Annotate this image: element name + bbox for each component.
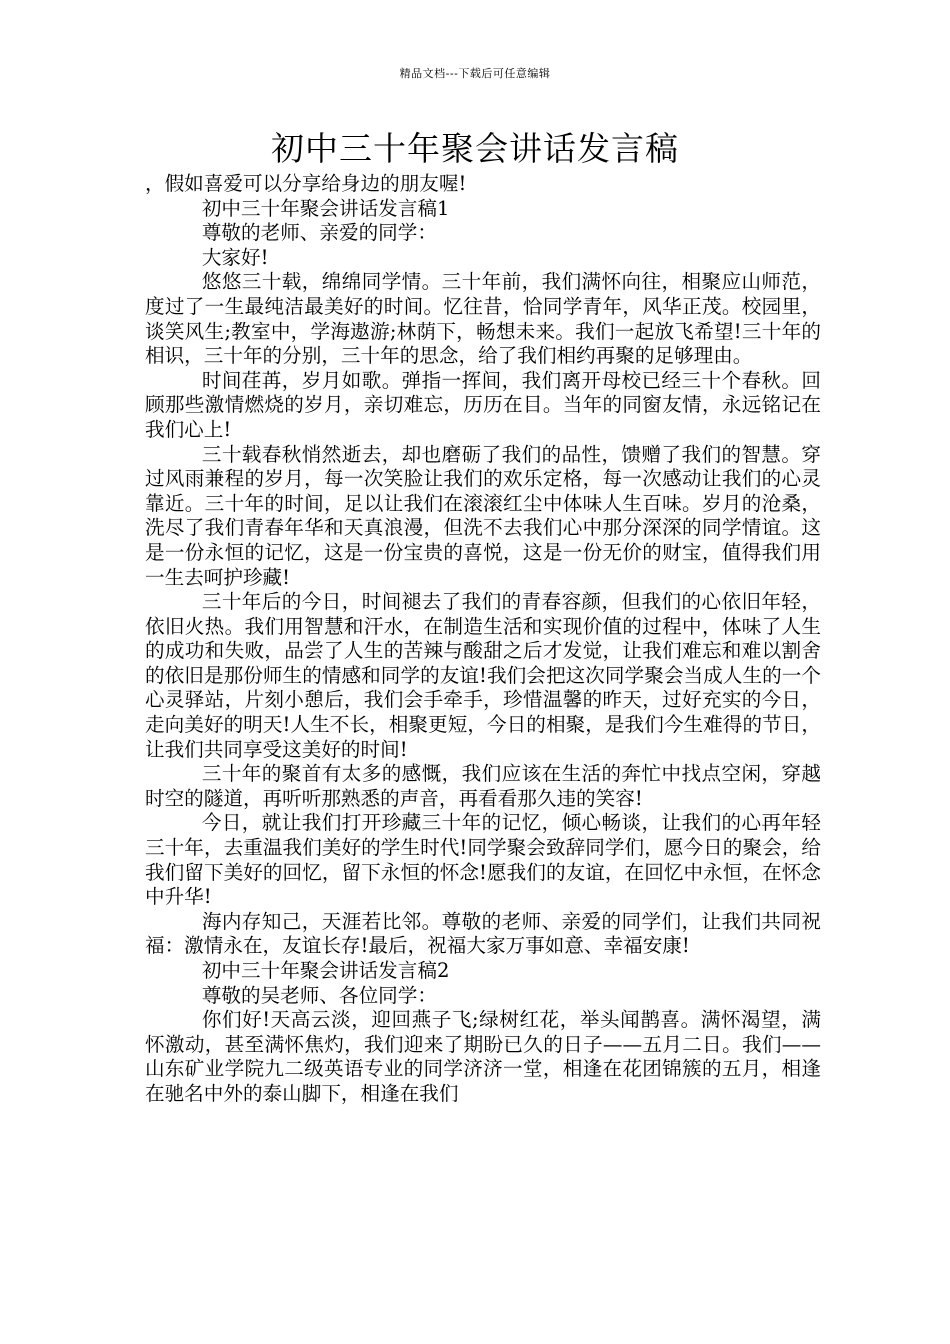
body-paragraph: 海内存知己，天涯若比邻。尊敬的老师、亲爱的同学们，让我们共同祝福：激情永在，友谊长存!最后，祝福大家万事如意、幸福安康! xyxy=(145,909,821,958)
document-body xyxy=(145,172,821,1107)
body-paragraph: 三十年后的今日，时间褪去了我们的青春容颜，但我们的心依旧年轻，依旧火热。我们用智慧和汗水，在制造生活和实现价值的过程中，体味了人生的成功和失败，品尝了人生的苦辣与酸甜之后才发觉，让我们难忘和难以割舍的依旧是那份师生的情感和同学的友谊!我们会把这次同学聚会当成人生的一个心灵驿站，片刻小憩后，我们会手牵手，珍惜温馨的昨天，过好充实的今日，走向美好的明天!人生不长，相聚更短，今日的相聚，是我们今生难得的节日，让我们共同享受这美好的时间! xyxy=(145,590,821,761)
body-paragraph: 今日，就让我们打开珍藏三十年的记忆，倾心畅谈，让我们的心再年轻三十年，去重温我们美好的学生时代!同学聚会致辞同学们，愿今日的聚会，给我们留下美好的回忆，留下永恒的怀念!愿我们的友谊，在回忆中永恒，在怀念中升华! xyxy=(145,811,821,909)
document-title: 初中三十年聚会讲话发言稿 xyxy=(271,129,679,168)
body-paragraph: 三十年的聚首有太多的感慨，我们应该在生活的奔忙中找点空闲，穿越时空的隧道，再听听那熟悉的声音，再看看那久违的笑容! xyxy=(145,762,821,810)
section-heading-1: 初中三十年聚会讲话发言稿1 xyxy=(201,196,450,220)
section-heading-2: 初中三十年聚会讲话发言稿2 xyxy=(201,959,450,982)
greeting-1: 大家好! xyxy=(201,245,269,269)
header-note: 精品文档---下载后可任意编辑 xyxy=(399,67,551,80)
body-paragraph: 你们好!天高云淡，迎回燕子飞;绿树红花，举头闻鹊喜。满怀渴望，满怀激动，甚至满怀焦灼，我们迎来了期盼已久的日子——五月二日。我们——山东矿业学院九二级英语专业的同学济济一堂，相逢在花团锦簇的五月，相逢在驰名中外的泰山脚下，相逢在我们 xyxy=(145,1008,821,1105)
salutation-2: 尊敬的吴老师、各位同学： xyxy=(201,983,437,1007)
salutation-1: 尊敬的老师、亲爱的同学： xyxy=(201,221,437,245)
body-paragraph: 时间荏苒，岁月如歌。弹指一挥间，我们离开母校已经三十个春秋。回顾那些激情燃烧的岁月，亲切难忘，历历在目。当年的同窗友情，永远铭记在我们心上! xyxy=(145,368,821,441)
body-paragraph: 三十载春秋悄然逝去，却也磨砺了我们的品性，馈赠了我们的智慧。穿过风雨兼程的岁月，每一次笑脸让我们的欢乐定格，每一次感动让我们的心灵靠近。三十年的时间，足以让我们在滚滚红尘中体味人生百味。岁月的沧桑，洗尽了我们青春年华和天真浪漫，但洗不去我们心中那分深深的同学情谊。这是一份永恒的记忆，这是一份宝贵的喜悦，这是一份无价的财宝，值得我们用一生去呵护珍藏! xyxy=(145,442,821,589)
body-paragraph: 悠悠三十载，绵绵同学情。三十年前，我们满怀向往，相聚应山师范，度过了一生最纯洁最美好的时间。忆往昔，恰同学青年，风华正茂。校园里，谈笑风生;教室中，学海遨游;林荫下，畅想未来。我们一起放飞希望!三十年的相识，三十年的分别，三十年的思念，给了我们相约再聚的足够理由。 xyxy=(145,270,821,368)
intro-line: ，假如喜爱可以分享给身边的朋友喔! xyxy=(145,172,467,195)
